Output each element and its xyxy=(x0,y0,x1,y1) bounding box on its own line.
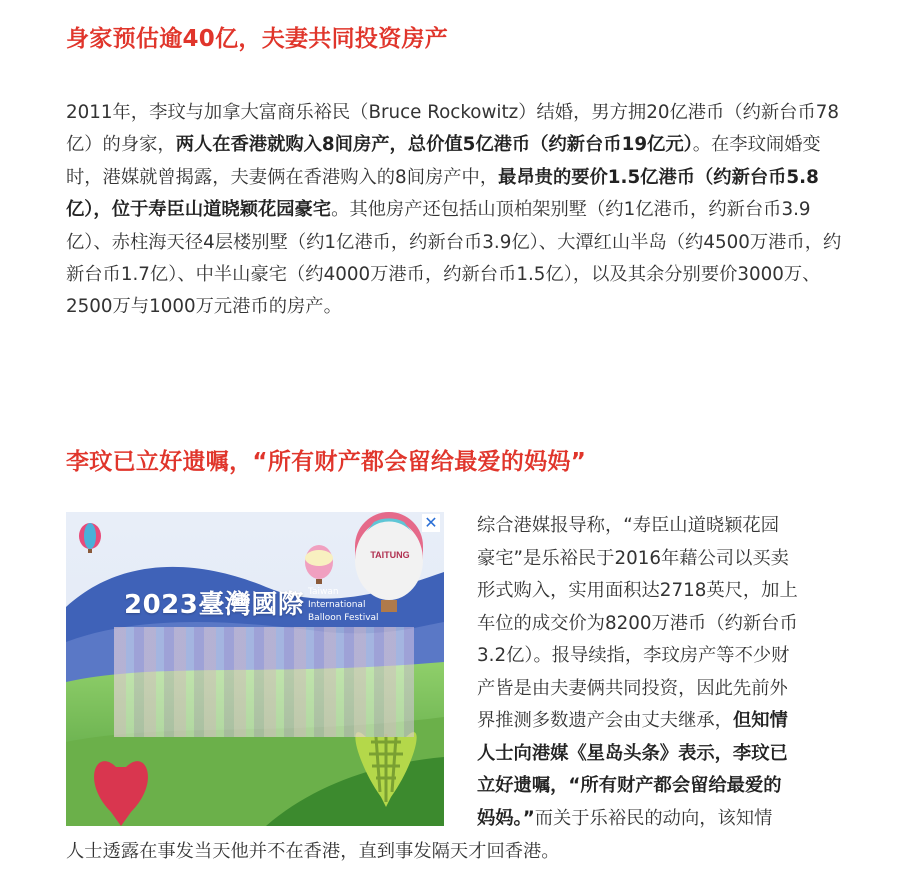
bold-text-run: 两人在香港就购入8间房产，总价值5亿港币（约新台币19亿元） xyxy=(175,134,693,156)
text-run: 3.2亿）。报导续指，李玟房产等不少财 xyxy=(477,645,790,666)
text-line xyxy=(477,770,849,803)
text-line xyxy=(477,673,849,706)
ad-blurred-text xyxy=(114,627,414,737)
text-line xyxy=(477,705,849,738)
bold-text-run: 立好遗嘱，“所有财产都会留给最爱的 xyxy=(477,775,782,796)
text-run: 而关于乐裕民的动向，该知情 xyxy=(534,807,773,829)
text-run: 豪宅”是乐裕民于2016年藉公司以买卖 xyxy=(477,547,789,569)
bold-text-run: 最昂贵的要价1.5亿港币（约新台币5.8亿），位于寿臣山道晓颖花园豪宅 xyxy=(66,166,819,221)
text-line xyxy=(477,543,849,576)
text-line xyxy=(477,510,849,543)
text-run: 。其他房产还包括山顶柏架别墅（约1亿港币，约新台币3.9亿）、赤柱海天径4层楼别墅（约1亿港币，约新台币3.9亿）、大潭红山半岛（约4500万港币，约新台币1.7亿）、中半山豪宅（约4000万港币，约新台币1.5亿），以及其余分别要价3000万、2500万与1000万元港币的房产。 xyxy=(66,199,842,318)
bold-text-run: 但知情 xyxy=(732,710,788,731)
text-line xyxy=(477,803,849,836)
text-run: 形式购入，实用面积达2718英尺，加上 xyxy=(477,580,798,601)
close-icon[interactable]: ✕ xyxy=(422,514,440,532)
will-paragraph xyxy=(477,510,849,835)
bold-text-run: 人士向港媒《星岛头条》表示，李玟已 xyxy=(477,742,788,764)
ad-title: 2023臺灣國際 xyxy=(124,590,305,620)
text-run: 。在李玟闹婚变时，港媒就曾揭露，夫妻俩在香港购入的8间房产中， xyxy=(66,134,821,188)
will-paragraph-tail: 人士透露在事发当天他并不在香港，直到事发隔天才回香港。 xyxy=(66,841,560,862)
advertisement-banner[interactable] xyxy=(66,512,444,826)
text-run: 界推测多数遗产会由丈夫继承， xyxy=(477,710,733,731)
text-line xyxy=(477,608,849,641)
text-run: 车位的成交价为8200万港币（约新台币 xyxy=(477,612,798,634)
text-run: 2011年，李玟与加拿大富商乐裕民（Bruce Rockowitz）结婚，男方拥20亿港币（约新台币78亿）的身家， xyxy=(66,102,839,156)
ad-subtitle: Taiwan International Balloon Festival xyxy=(308,587,379,623)
text-line xyxy=(477,575,849,608)
text-line xyxy=(477,738,849,771)
section-heading-will: 李玟已立好遗嘱，“所有财产都会留给最爱的妈妈” xyxy=(66,449,587,475)
text-run: 产皆是由夫妻俩共同投资，因此先前外 xyxy=(477,677,788,699)
svg-text:TAITUNG: TAITUNG xyxy=(370,550,410,560)
text-line xyxy=(477,640,849,673)
assets-paragraph xyxy=(66,97,854,324)
text-run: 综合港媒报导称，“寿臣山道晓颖花园 xyxy=(477,515,779,536)
bold-text-run: 妈妈。” xyxy=(477,807,535,829)
section-heading-assets: 身家预估逾40亿，夫妻共同投资房产 xyxy=(66,26,449,52)
